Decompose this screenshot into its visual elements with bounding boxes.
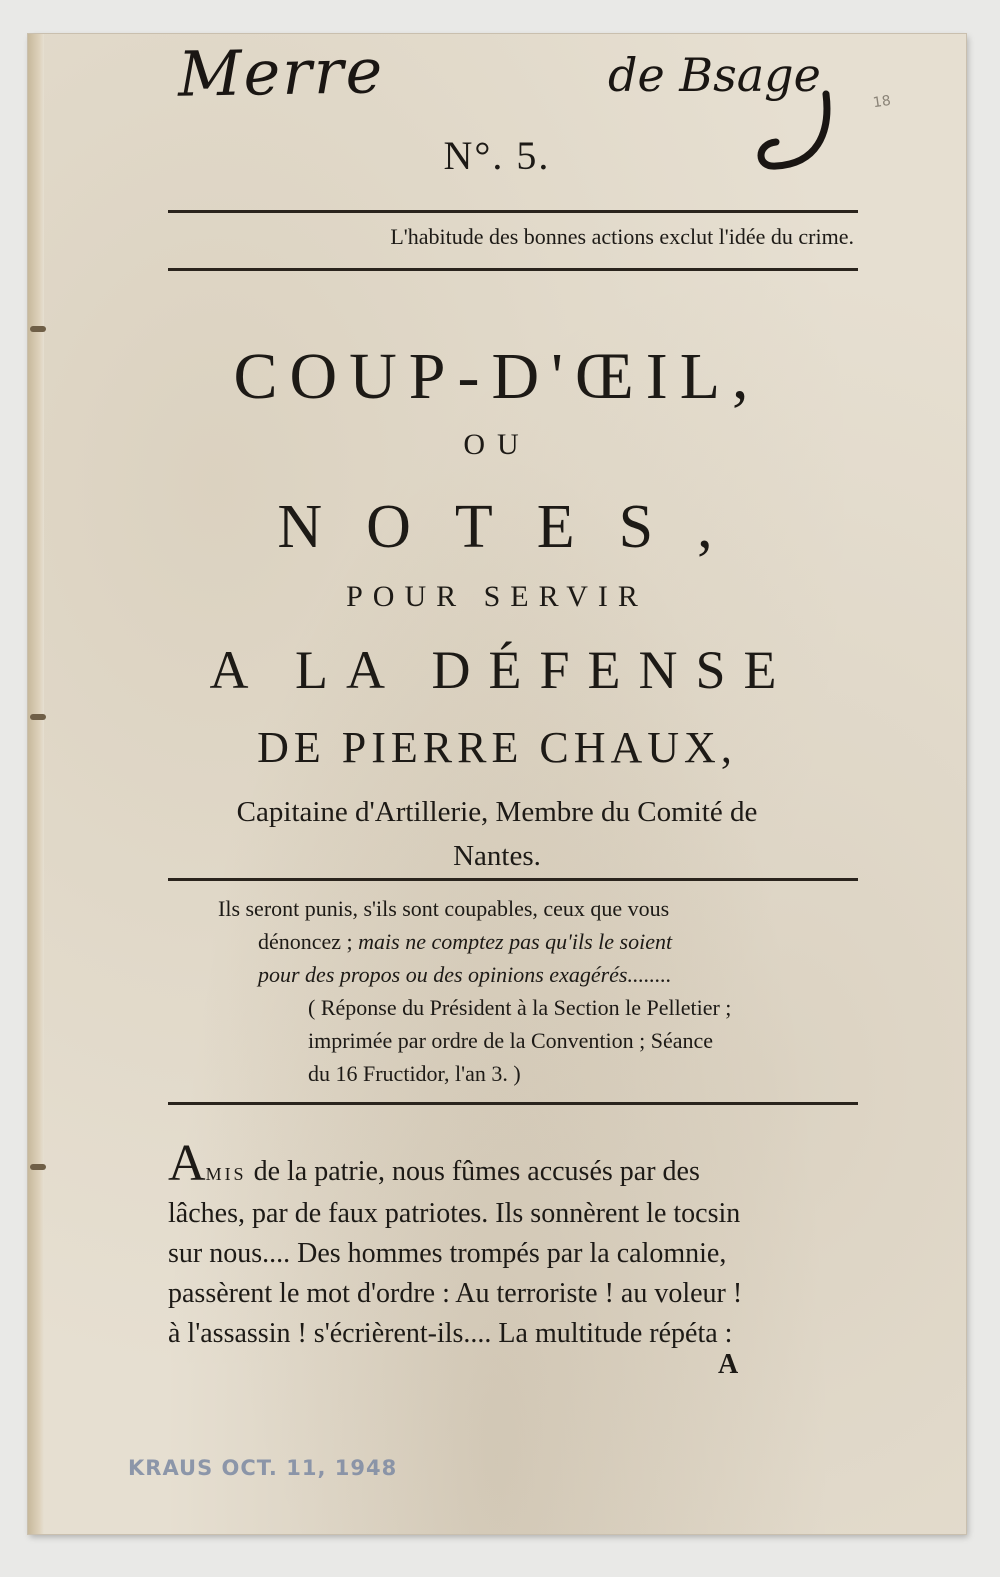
title-line-5: A LA DÉFENSE (209, 640, 795, 700)
handwritten-signature-left: Merre (177, 34, 385, 111)
title-line-1: COUP-D'ŒIL, (233, 340, 761, 413)
epigraph-citation-3: du 16 Fructidor, l'an 3. ) (308, 1061, 521, 1086)
handwritten-signature-right: de Bsage (608, 48, 821, 102)
divider-rule (168, 878, 858, 881)
epigraph-line-2-italic: mais ne comptez pas qu'ils le soient (358, 929, 673, 954)
epigraph-citation-2: imprimée par ordre de la Convention ; Séance (308, 1028, 714, 1053)
divider-rule (168, 210, 858, 213)
drop-cap: A (168, 1135, 206, 1192)
body-line-4: passèrent le mot d'ordre : Au terroriste ! au voleur ! (168, 1278, 743, 1309)
body-smallcaps: MIS (205, 1164, 247, 1184)
epigraph-line-3: pour des propos ou des opinions exagérés........ (258, 962, 672, 987)
body-line-1-rest: de la patrie, nous fûmes accusés par des (246, 1156, 700, 1187)
epigraph-line-2 (258, 925, 868, 958)
binding-stitch (30, 1164, 46, 1170)
body-line-1 (168, 1135, 868, 1194)
body-paragraph (168, 1135, 868, 1354)
pencil-annotation: 18 (871, 92, 892, 112)
title-line-4: POUR SERVIR (346, 580, 648, 613)
body-line-2: lâches, par de faux patriotes. Ils sonnèrent le tocsin (168, 1198, 741, 1229)
binding-stitch (30, 326, 46, 332)
subtitle-line-1: Capitaine d'Artillerie, Membre du Comité de (236, 796, 758, 828)
body-line-5: à l'assassin ! s'écrièrent-ils.... La multitude répéta : (168, 1318, 733, 1349)
title-line-2: OU (463, 428, 531, 461)
title-line-3: NOTES, (277, 493, 757, 561)
page-spine (28, 34, 44, 1534)
binding-stitch (30, 714, 46, 720)
printer-signature-mark: A (718, 1349, 739, 1380)
epigraph-line-2-plain: dénoncez ; (258, 929, 359, 954)
library-stamp: KRAUS OCT. 11, 1948 (128, 1456, 398, 1480)
subtitle-line-2: Nantes. (453, 840, 541, 872)
pamphlet-page (28, 34, 966, 1534)
issue-number: N°. 5. (443, 133, 551, 178)
title-line-6: DE PIERRE CHAUX, (257, 723, 737, 772)
epigraph-line-1: Ils seront punis, s'ils sont coupables, ceux que vous (218, 896, 670, 921)
motto: L'habitude des bonnes actions exclut l'idée du crime. (390, 224, 854, 249)
body-line-3: sur nous.... Des hommes trompés par la calomnie, (168, 1238, 727, 1269)
divider-rule (168, 1102, 858, 1105)
divider-rule (168, 268, 858, 271)
epigraph-citation-1: ( Réponse du Président à la Section le Pelletier ; (308, 995, 732, 1020)
